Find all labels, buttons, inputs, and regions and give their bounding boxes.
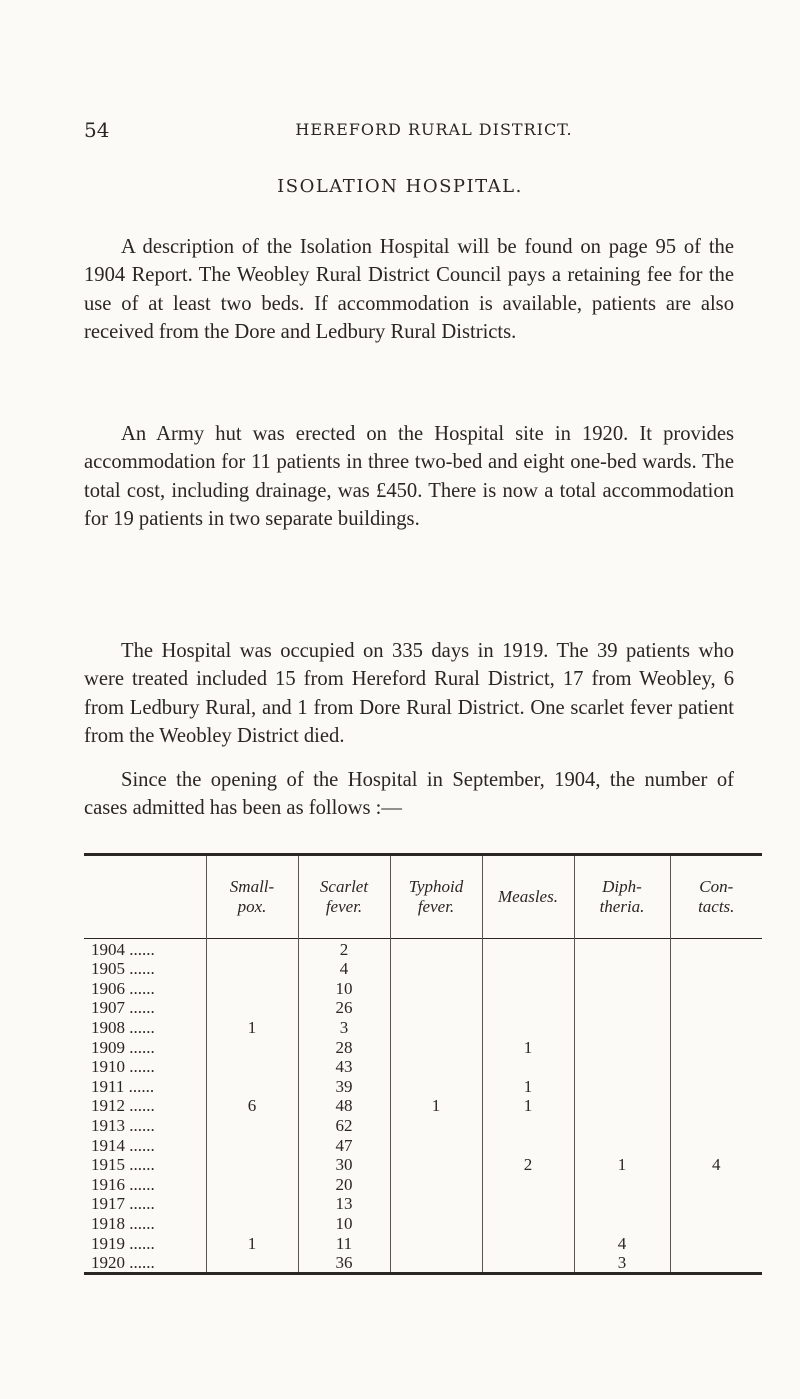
year-cell: 1915 ...... — [91, 1155, 155, 1175]
year-cell: 1910 ...... — [91, 1057, 155, 1077]
scarlet-fever-cell: 30 — [298, 1155, 390, 1175]
smallpox-cell — [206, 978, 298, 998]
typhoid-fever-cell — [390, 1194, 482, 1214]
diphtheria-cell — [574, 1174, 670, 1194]
table-row — [84, 1194, 762, 1214]
year-cell: 1909 ...... — [91, 1037, 155, 1057]
table-header-row — [84, 855, 762, 939]
diphtheria-cell — [574, 1017, 670, 1037]
table-row — [84, 1017, 762, 1037]
smallpox-cell — [206, 1076, 298, 1096]
measles-cell — [482, 1253, 574, 1274]
measles-cell: 1 — [482, 1076, 574, 1096]
table-body — [84, 939, 762, 1274]
table-row — [84, 1253, 762, 1274]
page-header — [84, 118, 744, 144]
header-typhoid-fever: Typhoid fever. — [390, 855, 482, 939]
scarlet-fever-cell: 39 — [298, 1076, 390, 1096]
smallpox-cell: 6 — [206, 1096, 298, 1116]
contacts-cell — [670, 1135, 762, 1155]
year-cell: 1919 ...... — [91, 1233, 155, 1253]
diphtheria-cell — [574, 1096, 670, 1116]
contacts-cell — [670, 1037, 762, 1057]
typhoid-fever-cell — [390, 939, 482, 959]
year-cell: 1913 ...... — [91, 1115, 155, 1135]
typhoid-fever-cell — [390, 998, 482, 1018]
diphtheria-cell — [574, 1076, 670, 1096]
page-number: 54 — [84, 118, 110, 142]
smallpox-cell: 1 — [206, 1017, 298, 1037]
typhoid-fever-cell — [390, 1213, 482, 1233]
smallpox-cell — [206, 1115, 298, 1135]
measles-cell — [482, 978, 574, 998]
paragraph-description: A description of the Isolation Hospital will be found on page 95 of the 1904 Report. The Weobley Rural District Council pays a retaining fee for the use of at least two beds. If accommodation is available, patients are also received from the Dore and Ledbury Rural Districts. — [84, 236, 734, 344]
contacts-cell — [670, 1057, 762, 1077]
smallpox-cell — [206, 939, 298, 959]
table-row — [84, 1213, 762, 1233]
header-contacts: Con- tacts. — [670, 855, 762, 939]
year-cell: 1904 ...... — [91, 939, 155, 959]
smallpox-cell — [206, 1174, 298, 1194]
measles-cell — [482, 1194, 574, 1214]
diphtheria-cell — [574, 1213, 670, 1233]
measles-cell — [482, 1233, 574, 1253]
scarlet-fever-cell: 2 — [298, 939, 390, 959]
smallpox-cell — [206, 1155, 298, 1175]
section-title: ISOLATION HOSPITAL. — [277, 176, 523, 197]
smallpox-cell — [206, 1057, 298, 1077]
header-year — [84, 855, 206, 939]
diphtheria-cell — [574, 1115, 670, 1135]
scarlet-fever-cell: 3 — [298, 1017, 390, 1037]
smallpox-cell — [206, 1135, 298, 1155]
contacts-cell: 4 — [670, 1155, 762, 1175]
diphtheria-cell — [574, 1194, 670, 1214]
measles-cell — [482, 959, 574, 979]
scarlet-fever-cell: 11 — [298, 1233, 390, 1253]
smallpox-cell — [206, 1213, 298, 1233]
typhoid-fever-cell — [390, 1017, 482, 1037]
table-row — [84, 1057, 762, 1077]
table-row — [84, 1076, 762, 1096]
scarlet-fever-cell: 10 — [298, 978, 390, 998]
smallpox-cell — [206, 959, 298, 979]
contacts-cell — [670, 1076, 762, 1096]
header-measles: Measles. — [482, 855, 574, 939]
contacts-cell — [670, 1115, 762, 1135]
table-row — [84, 1233, 762, 1253]
diphtheria-cell — [574, 978, 670, 998]
smallpox-cell — [206, 1037, 298, 1057]
scarlet-fever-cell: 36 — [298, 1253, 390, 1274]
measles-cell — [482, 939, 574, 959]
scarlet-fever-cell: 43 — [298, 1057, 390, 1077]
typhoid-fever-cell — [390, 1253, 482, 1274]
typhoid-fever-cell — [390, 1057, 482, 1077]
year-cell: 1920 ...... — [91, 1253, 155, 1273]
scarlet-fever-cell: 28 — [298, 1037, 390, 1057]
table-row — [84, 1155, 762, 1175]
measles-cell — [482, 1017, 574, 1037]
typhoid-fever-cell — [390, 1135, 482, 1155]
measles-cell: 1 — [482, 1037, 574, 1057]
table-row — [84, 959, 762, 979]
diphtheria-cell: 4 — [574, 1233, 670, 1253]
contacts-cell — [670, 1233, 762, 1253]
scarlet-fever-cell: 48 — [298, 1096, 390, 1116]
contacts-cell — [670, 978, 762, 998]
scarlet-fever-cell: 47 — [298, 1135, 390, 1155]
contacts-cell — [670, 939, 762, 959]
table-row — [84, 1135, 762, 1155]
diphtheria-cell — [574, 959, 670, 979]
typhoid-fever-cell — [390, 1037, 482, 1057]
measles-cell: 1 — [482, 1096, 574, 1116]
diphtheria-cell — [574, 1037, 670, 1057]
measles-cell — [482, 998, 574, 1018]
measles-cell — [482, 1213, 574, 1233]
header-smallpox: Small- pox. — [206, 855, 298, 939]
year-cell: 1906 ...... — [91, 978, 155, 998]
scarlet-fever-cell: 20 — [298, 1174, 390, 1194]
year-cell: 1914 ...... — [91, 1135, 155, 1155]
table-row — [84, 939, 762, 959]
typhoid-fever-cell — [390, 1155, 482, 1175]
smallpox-cell — [206, 1194, 298, 1214]
table-row — [84, 1174, 762, 1194]
typhoid-fever-cell — [390, 1174, 482, 1194]
measles-cell — [482, 1174, 574, 1194]
paragraph-occupancy: The Hospital was occupied on 335 days in 1919. The 39 patients who were treated included 15 from Hereford Rural District, 17 from Weobley, 6 from Ledbury Rural, and 1 from Dore Rural District. One scarlet fever patient from the Weobley District died. — [84, 640, 734, 748]
table-row — [84, 998, 762, 1018]
smallpox-cell: 1 — [206, 1233, 298, 1253]
table-row — [84, 1096, 762, 1116]
year-cell: 1918 ...... — [91, 1213, 155, 1233]
header-scarlet-fever: Scarlet fever. — [298, 855, 390, 939]
contacts-cell — [670, 1096, 762, 1116]
typhoid-fever-cell: 1 — [390, 1096, 482, 1116]
typhoid-fever-cell — [390, 1076, 482, 1096]
measles-cell — [482, 1057, 574, 1077]
year-cell: 1908 ...... — [91, 1017, 155, 1037]
typhoid-fever-cell — [390, 1115, 482, 1135]
year-cell: 1912 ...... — [91, 1096, 155, 1116]
measles-cell — [482, 1115, 574, 1135]
diphtheria-cell — [574, 1135, 670, 1155]
diphtheria-cell: 1 — [574, 1155, 670, 1175]
contacts-cell — [670, 1174, 762, 1194]
table-row — [84, 1037, 762, 1057]
header-diphtheria: Diph- theria. — [574, 855, 670, 939]
scarlet-fever-cell: 4 — [298, 959, 390, 979]
measles-cell: 2 — [482, 1155, 574, 1175]
contacts-cell — [670, 959, 762, 979]
cases-admitted-table — [84, 853, 762, 1275]
measles-cell — [482, 1135, 574, 1155]
year-cell: 1905 ...... — [91, 959, 155, 979]
typhoid-fever-cell — [390, 959, 482, 979]
contacts-cell — [670, 998, 762, 1018]
table-row — [84, 1115, 762, 1135]
scarlet-fever-cell: 62 — [298, 1115, 390, 1135]
year-cell: 1917 ...... — [91, 1194, 155, 1214]
typhoid-fever-cell — [390, 1233, 482, 1253]
diphtheria-cell — [574, 1057, 670, 1077]
scarlet-fever-cell: 26 — [298, 998, 390, 1018]
diphtheria-cell: 3 — [574, 1253, 670, 1274]
scarlet-fever-cell: 13 — [298, 1194, 390, 1214]
year-cell: 1911 ...... — [91, 1076, 155, 1096]
running-head: HEREFORD RURAL DISTRICT. — [295, 120, 573, 139]
contacts-cell — [670, 1213, 762, 1233]
diphtheria-cell — [574, 998, 670, 1018]
contacts-cell — [670, 1194, 762, 1214]
paragraph-cases-intro: Since the opening of the Hospital in September, 1904, the number of cases admitted has been as follows :— — [84, 769, 734, 820]
year-cell: 1916 ...... — [91, 1174, 155, 1194]
diphtheria-cell — [574, 939, 670, 959]
scarlet-fever-cell: 10 — [298, 1213, 390, 1233]
contacts-cell — [670, 1253, 762, 1274]
year-cell: 1907 ...... — [91, 998, 155, 1018]
smallpox-cell — [206, 998, 298, 1018]
typhoid-fever-cell — [390, 978, 482, 998]
paragraph-army-hut: An Army hut was erected on the Hospital site in 1920. It provides accommodation for 11 patients in three two-bed and eight one-bed wards. The total cost, including drainage, was £450. There is now a total accommodation for 19 patients in two separate buildings. — [84, 423, 734, 531]
table-row — [84, 978, 762, 998]
contacts-cell — [670, 1017, 762, 1037]
smallpox-cell — [206, 1253, 298, 1274]
